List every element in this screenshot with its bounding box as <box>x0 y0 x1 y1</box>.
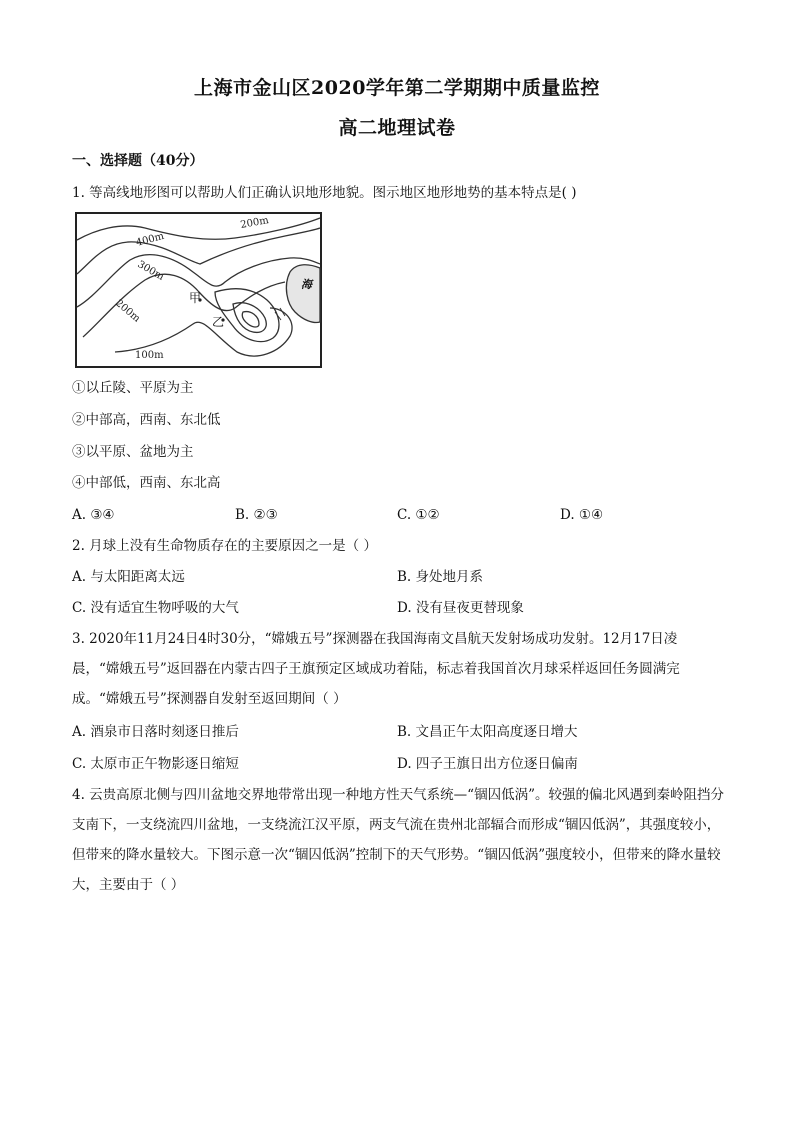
q2-option-d[interactable]: D. 没有昼夜更替现象 <box>397 600 524 616</box>
section-heading: 一、选择题（40分） <box>72 153 204 169</box>
contour-label-200m-top: 200m <box>239 215 270 231</box>
q1-option-b[interactable]: B. ②③ <box>235 507 278 523</box>
statement-2: ②中部高，西南、东北低 <box>72 412 221 428</box>
point-yi-label: 乙 <box>212 315 225 329</box>
q3-option-a[interactable]: A. 酒泉市日落时刻逐日推后 <box>72 724 239 740</box>
q1-option-d[interactable]: D. ①④ <box>560 507 604 523</box>
contour-label-300m: 300m <box>135 259 166 283</box>
q1-option-a[interactable]: A. ③④ <box>72 507 115 523</box>
q1-option-c[interactable]: C. ①② <box>397 507 440 523</box>
sea-label: 海 <box>301 278 312 291</box>
question-1-stem: 1. 等高线地形图可以帮助人们正确认识地形地貌。图示地区地形地势的基本特点是( ) <box>72 185 577 201</box>
q3-option-c[interactable]: C. 太原市正午物影逐日缩短 <box>72 756 239 772</box>
statement-1: ①以丘陵、平原为主 <box>72 380 194 396</box>
q2-option-b[interactable]: B. 身处地月系 <box>397 569 484 585</box>
q3-option-d[interactable]: D. 四子王旗日出方位逐日偏南 <box>397 756 578 772</box>
question-4-stem: 4. 云贵高原北侧与四川盆地交界地带常出现一种地方性天气系统—“锢囚低涡”。较强的偏北风遇到秦岭阻挡分支南下，一支绕流四川盆地，一支绕流江汉平原，两支气流在贵州北部辐合而形成“锢囚低涡”，其强度较小，但带来的降水量较大。下图示意一次“锢囚低涡”控制下的天气形势。“锢囚低涡”强度较小，但带来的降水量较大，主要由于（ ） <box>72 787 724 893</box>
question-2-stem: 2. 月球上没有生命物质存在的主要原因之一是（ ） <box>72 538 377 554</box>
contour-label-100m: 100m <box>135 350 164 361</box>
point-jia-label: 甲 <box>189 291 202 305</box>
q2-option-c[interactable]: C. 没有适宜生物呼吸的大气 <box>72 600 239 616</box>
statement-3: ③以平原、盆地为主 <box>72 444 194 460</box>
question-3-stem: 3. 2020年11月24日4时30分，“嫦娥五号”探测器在我国海南文昌航天发射场成功发射。12月17日凌晨，“嫦娥五号”返回器在内蒙古四子王旗预定区域成功着陆，标志着我国首次月球采样返回任务圆满完成。“嫦娥五号”探测器自发射至返回期间（ ） <box>72 631 680 707</box>
contour-map <box>75 212 322 368</box>
contour-label-200m-left: 200m <box>113 297 143 325</box>
contour-label-400m: 400m <box>134 230 166 249</box>
q2-option-a[interactable]: A. 与太阳距离太远 <box>72 569 185 585</box>
exam-title: 上海市金山区2020学年第二学期期中质量监控 <box>194 77 600 99</box>
exam-subtitle: 高二地理试卷 <box>338 117 456 139</box>
q3-option-b[interactable]: B. 文昌正午太阳高度逐日增大 <box>397 724 578 740</box>
statement-4: ④中部低，西南、东北高 <box>72 475 221 491</box>
